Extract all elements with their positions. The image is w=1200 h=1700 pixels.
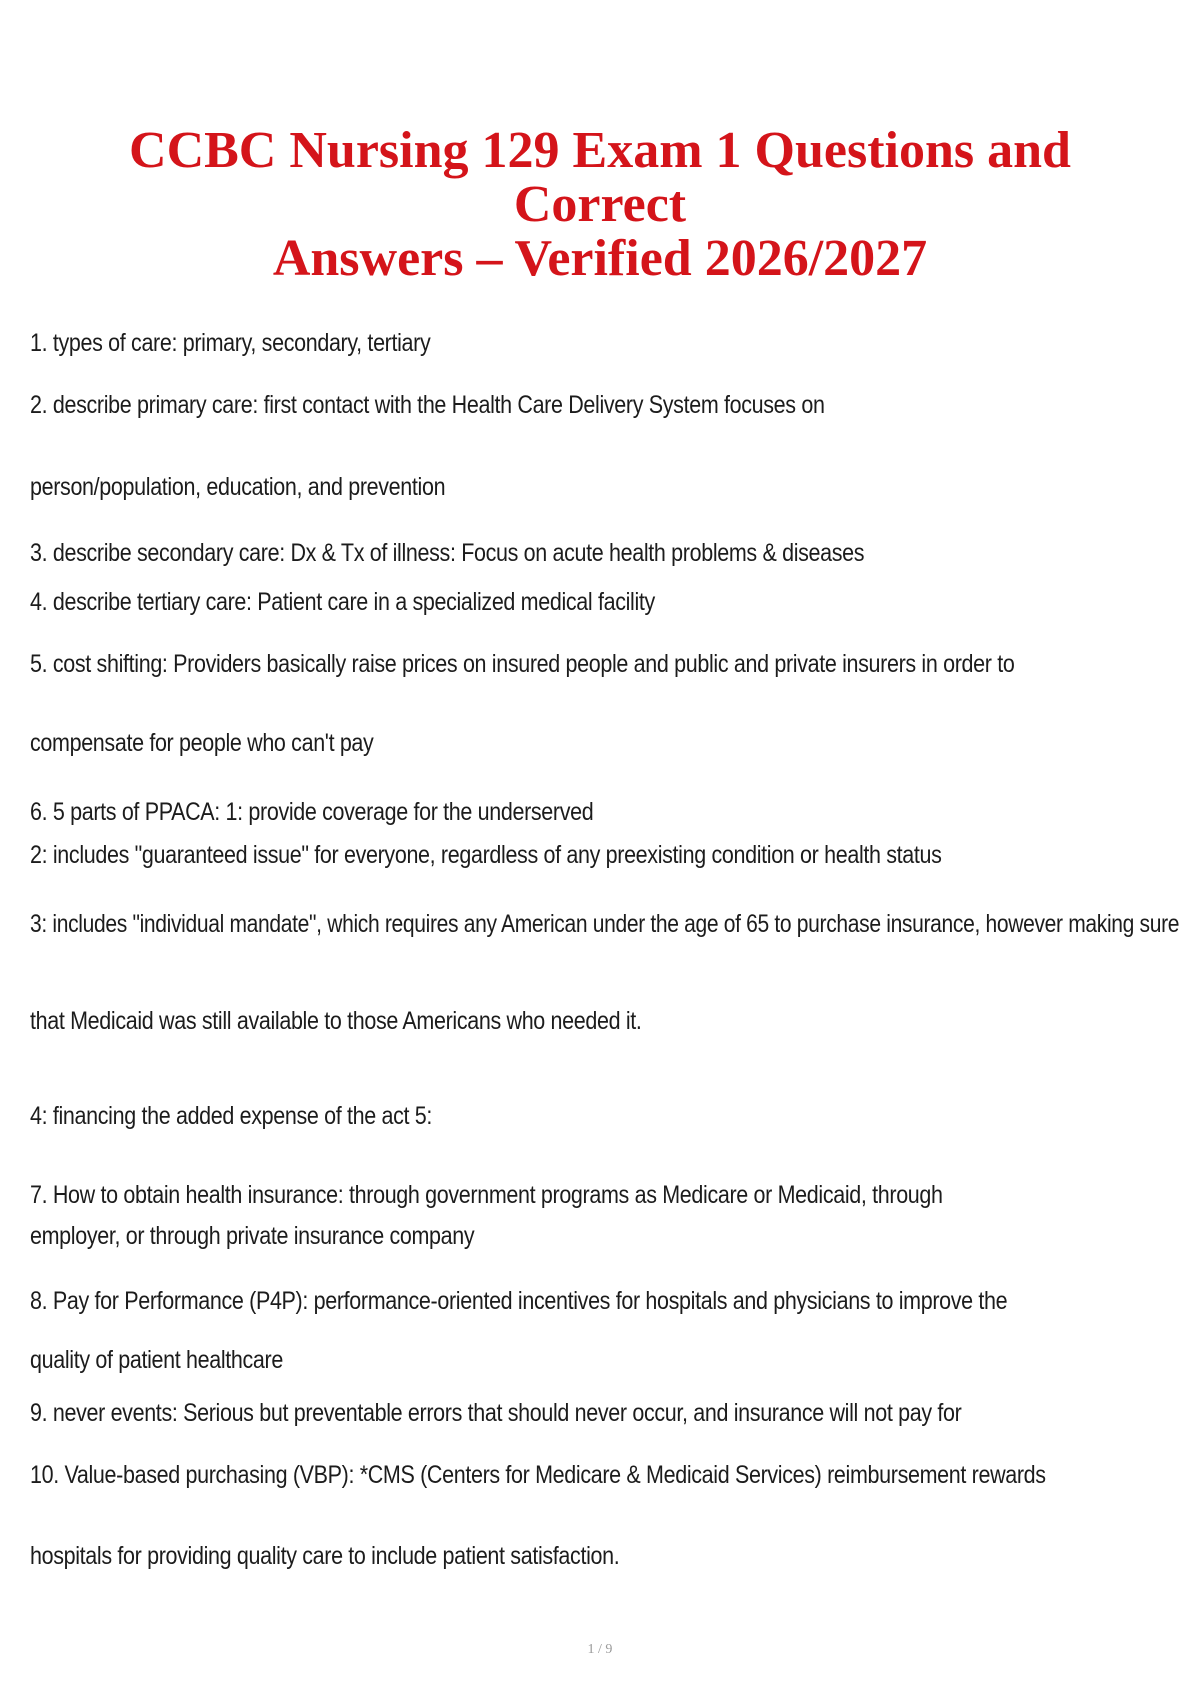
qa-line-1: 1. types of care: primary, secondary, tertiary	[30, 329, 431, 357]
qa-line-6-part-3-cont: that Medicaid was still available to those Americans who needed it.	[30, 1007, 642, 1035]
qa-line-2: 2. describe primary care: first contact with the Health Care Delivery System focuses on	[30, 391, 825, 419]
title-line-1: CCBC Nursing 129 Exam 1 Questions and Correct	[129, 122, 1071, 233]
qa-line-8: 8. Pay for Performance (P4P): performance-oriented incentives for hospitals and physicians to improve the	[30, 1287, 1008, 1315]
qa-line-10: 10. Value-based purchasing (VBP): *CMS (Centers for Medicare & Medicaid Services) reimbursement rewards	[30, 1461, 1046, 1489]
qa-line-10-cont: hospitals for providing quality care to include patient satisfaction.	[30, 1542, 620, 1570]
qa-line-4: 4. describe tertiary care: Patient care in a specialized medical facility	[30, 588, 655, 616]
qa-line-2-cont: person/population, education, and prevention	[30, 473, 446, 501]
qa-line-3: 3. describe secondary care: Dx & Tx of illness: Focus on acute health problems & diseases	[30, 539, 865, 567]
qa-line-6-part-3: 3: includes "individual mandate", which requires any American under the age of 65 to purchase insurance, however making sure	[30, 910, 1180, 938]
qa-line-7-cont: employer, or through private insurance company	[30, 1222, 475, 1250]
qa-line-7: 7. How to obtain health insurance: through government programs as Medicare or Medicaid, through	[30, 1181, 943, 1209]
qa-line-5: 5. cost shifting: Providers basically raise prices on insured people and public and private insurers in order to	[30, 650, 1015, 678]
title-line-2: Answers – Verified 2026/2027	[272, 230, 928, 287]
page-number: 1 / 9	[587, 1642, 613, 1657]
qa-line-6: 6. 5 parts of PPACA: 1: provide coverage for the underserved	[30, 798, 594, 826]
qa-line-9: 9. never events: Serious but preventable errors that should never occur, and insurance will not pay for	[30, 1399, 962, 1427]
qa-line-5-cont: compensate for people who can't pay	[30, 729, 374, 757]
qa-line-8-cont: quality of patient healthcare	[30, 1346, 283, 1374]
qa-line-6-part-4: 4: financing the added expense of the act 5:	[30, 1102, 433, 1130]
document-title	[40, 124, 1160, 286]
qa-line-6-part-2: 2: includes "guaranteed issue" for everyone, regardless of any preexisting condition or health status	[30, 841, 942, 869]
